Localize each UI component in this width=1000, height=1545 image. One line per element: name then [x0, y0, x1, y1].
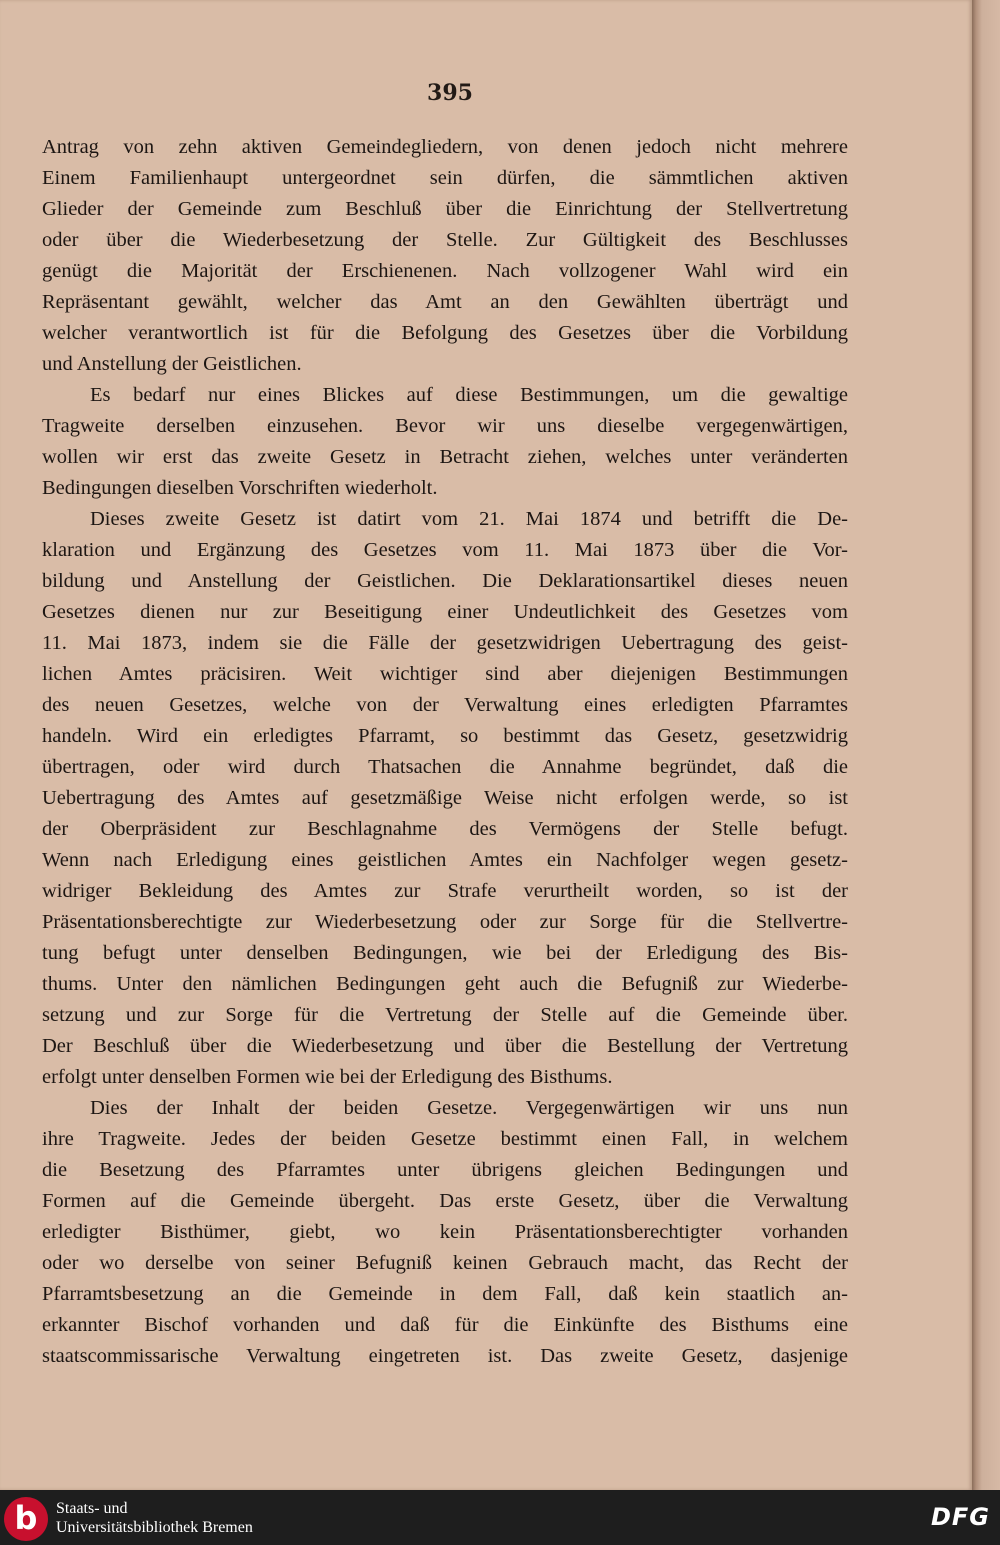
body-text [42, 132, 848, 1372]
library-name-line2: Universitätsbibliothek Bremen [56, 1519, 253, 1536]
text-line: erledigter Bisthümer, giebt, wo kein Präsentationsberechtigter vorhanden [42, 1221, 848, 1243]
text-line: übertragen, oder wird durch Thatsachen die Annahme begründet, daß die [42, 756, 848, 778]
text-line: Formen auf die Gemeinde übergeht. Das erste Gesetz, über die Verwaltung [42, 1190, 848, 1212]
text-line: Uebertragung des Amtes auf gesetzmäßige Weise nicht erfolgen werde, so ist [42, 787, 848, 809]
text-line: lichen Amtes präcisiren. Weit wichtiger sind aber diejenigen Bestimmungen [42, 663, 848, 685]
text-line: oder über die Wiederbesetzung der Stelle. Zur Gültigkeit des Beschlusses [42, 229, 848, 251]
book-gutter-shadow [972, 0, 1000, 1490]
text-line: wollen wir erst das zweite Gesetz in Betracht ziehen, welches unter veränderten [42, 446, 848, 468]
text-line: die Besetzung des Pfarramtes unter übrigens gleichen Bedingungen und [42, 1159, 848, 1181]
text-line: Glieder der Gemeinde zum Beschluß über die Einrichtung der Stellvertretung [42, 198, 848, 220]
text-line: thums. Unter den nämlichen Bedingungen geht auch die Befugniß zur Wiederbe- [42, 973, 848, 995]
text-line: Präsentationsberechtigte zur Wiederbesetzung oder zur Sorge für die Stellvertre- [42, 911, 848, 933]
text-line: Es bedarf nur eines Blickes auf diese Bestimmungen, um die gewaltige [90, 384, 848, 406]
text-line: bildung und Anstellung der Geistlichen. Die Deklarationsartikel dieses neuen [42, 570, 848, 592]
text-line: Bedingungen dieselben Vorschriften wiederholt. [42, 477, 438, 499]
text-line: welcher verantwortlich ist für die Befolgung des Gesetzes über die Vorbildung [42, 322, 848, 344]
text-line: erfolgt unter denselben Formen wie bei der Erledigung des Bisthums. [42, 1066, 613, 1088]
text-line: der Oberpräsident zur Beschlagnahme des Vermögens der Stelle befugt. [42, 818, 848, 840]
text-line: tung befugt unter denselben Bedingungen, wie bei der Erledigung des Bis- [42, 942, 848, 964]
text-line: Dies der Inhalt der beiden Gesetze. Vergegenwärtigen wir uns nun [90, 1097, 848, 1119]
text-line: genügt die Majorität der Erschienenen. Nach vollzogener Wahl wird ein [42, 260, 848, 282]
text-line: 11. Mai 1873, indem sie die Fälle der gesetzwidrigen Uebertragung des geist- [42, 632, 848, 654]
text-line: setzung und zur Sorge für die Vertretung der Stelle auf die Gemeinde über. [42, 1004, 848, 1026]
text-line: Antrag von zehn aktiven Gemeindegliedern, von denen jedoch nicht mehrere [42, 136, 848, 158]
text-line: Gesetzes dienen nur zur Beseitigung einer Undeutlichkeit des Gesetzes vom [42, 601, 848, 623]
text-line: Der Beschluß über die Wiederbesetzung und über die Bestellung der Vertretung [42, 1035, 848, 1057]
text-line: oder wo derselbe von seiner Befugniß keinen Gebrauch macht, das Recht der [42, 1252, 848, 1274]
text-line: Dieses zweite Gesetz ist datirt vom 21. Mai 1874 und betrifft die De- [90, 508, 848, 530]
text-line: erkannter Bischof vorhanden und daß für die Einkünfte des Bisthums eine [42, 1314, 848, 1336]
text-line: Einem Familienhaupt untergeordnet sein dürfen, die sämmtlichen aktiven [42, 167, 848, 189]
text-line: Pfarramtsbesetzung an die Gemeinde in dem Fall, daß kein staatlich an- [42, 1283, 848, 1305]
dfg-logo[interactable]: DFG [930, 1503, 990, 1531]
text-line: Wenn nach Erledigung eines geistlichen Amtes ein Nachfolger wegen gesetz- [42, 849, 848, 871]
text-line: widriger Bekleidung des Amtes zur Strafe verurtheilt worden, so ist der [42, 880, 848, 902]
text-line: Repräsentant gewählt, welcher das Amt an den Gewählten überträgt und [42, 291, 848, 313]
page-number: 395 [427, 80, 473, 106]
text-line: Tragweite derselben einzusehen. Bevor wir uns dieselbe vergegenwärtigen, [42, 415, 848, 437]
text-line: ihre Tragweite. Jedes der beiden Gesetze bestimmt einen Fall, in welchem [42, 1128, 848, 1150]
text-line: staatscommissarische Verwaltung eingetreten ist. Das zweite Gesetz, dasjenige [42, 1345, 848, 1367]
text-line: klaration und Ergänzung des Gesetzes vom 11. Mai 1873 über die Vor- [42, 539, 848, 561]
text-line: handeln. Wird ein erledigtes Pfarramt, so bestimmt das Gesetz, gesetzwidrig [42, 725, 848, 747]
library-name-line1: Staats- und [56, 1500, 128, 1517]
library-logo-icon[interactable]: b [4, 1497, 48, 1541]
footer-bar [0, 1490, 1000, 1545]
library-name[interactable] [56, 1499, 253, 1537]
text-line: und Anstellung der Geistlichen. [42, 353, 302, 375]
text-line: des neuen Gesetzes, welche von der Verwaltung eines erledigten Pfarramtes [42, 694, 848, 716]
